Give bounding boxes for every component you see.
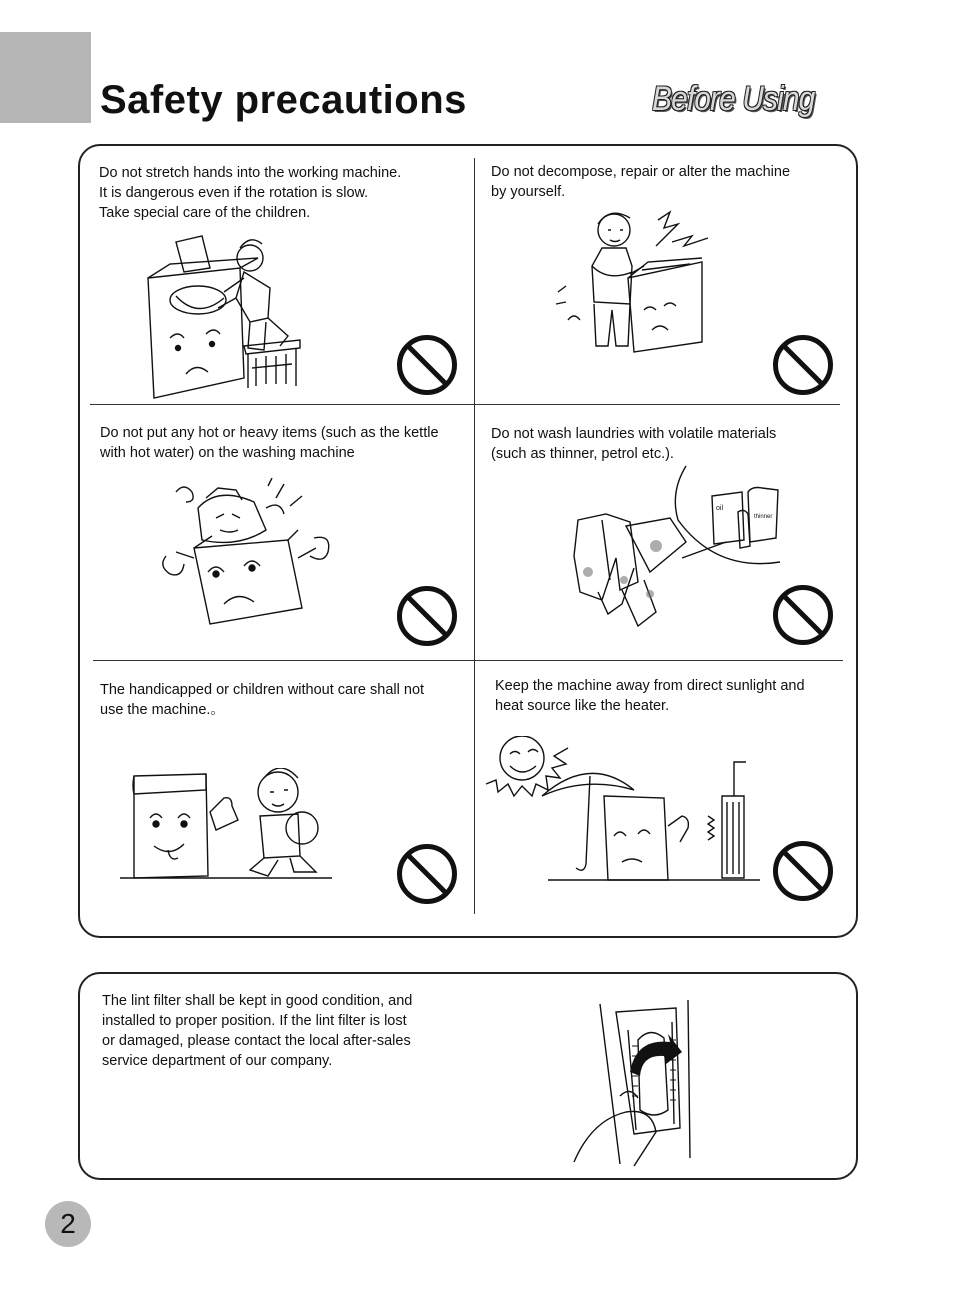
precaution-text-5: The handicapped or children without care shall not use the machine.。 (100, 682, 425, 718)
lint-filter-text: The lint filter shall be kept in good condition, and installed to proper position. If the lint filter is lost or damaged, please contact the local after-sales service department of our company. (102, 993, 413, 1069)
prohibition-icon (772, 584, 834, 646)
precaution-text-3: Do not put any hot or heavy items (such as the kettle with hot water) on the washing machine (100, 425, 439, 461)
precaution-text-2: Do not decompose, repair or alter the machine by yourself. (491, 164, 791, 200)
page-number: 2 (45, 1201, 91, 1247)
section-title: Before Using (652, 80, 815, 118)
precaution-text-1: Do not stretch hands into the working machine. It is dangerous even if the rotation is slow. Take special care of the children. (99, 165, 402, 221)
grid-divider-row2 (93, 660, 843, 661)
prohibition-icon (396, 843, 458, 905)
prohibition-icon (772, 334, 834, 396)
precaution-text-6: Keep the machine away from direct sunlight and heat source like the heater. (495, 678, 805, 714)
prohibition-icon (396, 585, 458, 647)
grid-divider-row1 (90, 404, 840, 405)
prohibition-icon (396, 334, 458, 396)
kettle-on-machine-illustration (158, 478, 338, 628)
sun-and-heater-illustration (482, 736, 762, 884)
man-repairing-machine-illustration (552, 206, 714, 356)
clothes-and-solvents-illustration (566, 462, 786, 632)
child-reaching-into-machine-illustration (140, 228, 310, 400)
corner-tab (0, 32, 91, 123)
thinner-label: thinner (754, 514, 773, 520)
lint-filter-removal-illustration (572, 1000, 696, 1168)
prohibition-icon (772, 840, 834, 902)
child-near-machine-illustration (120, 768, 334, 882)
page-title: Safety precautions (100, 78, 467, 122)
oil-label: oil (716, 505, 724, 512)
grid-divider-vertical (474, 158, 475, 914)
precaution-text-4: Do not wash laundries with volatile materials (such as thinner, petrol etc.). (491, 426, 777, 462)
